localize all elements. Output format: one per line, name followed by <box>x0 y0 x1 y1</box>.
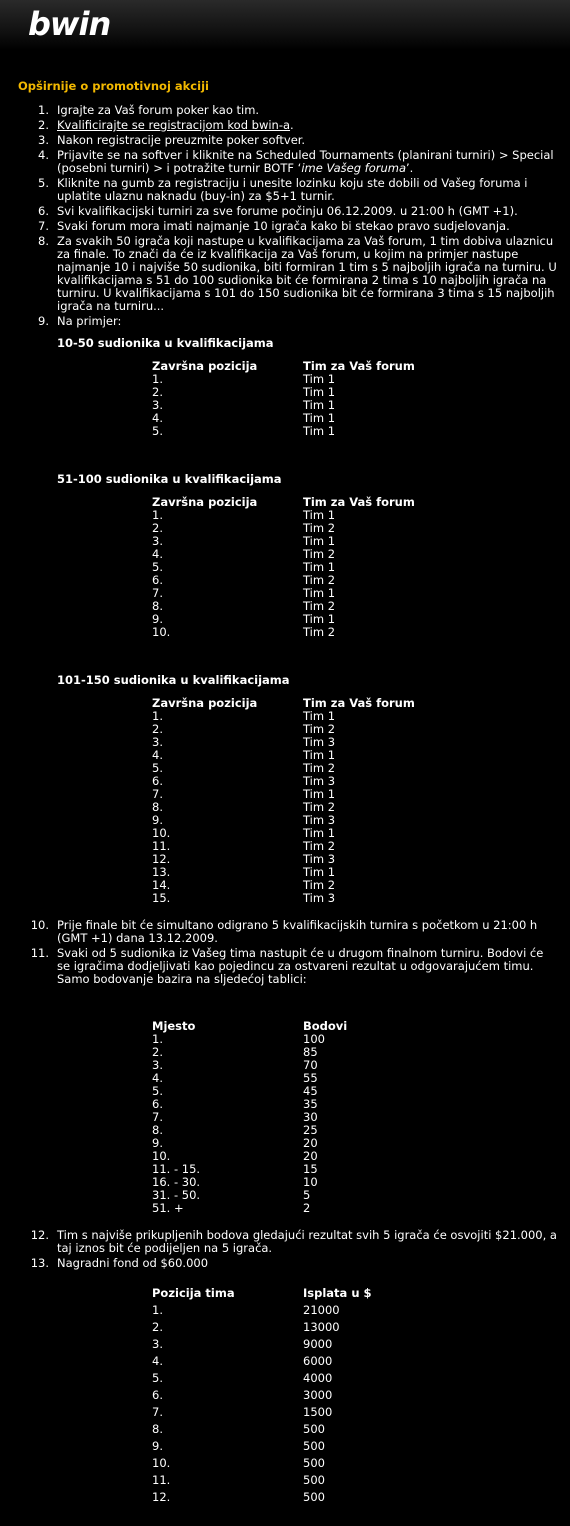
item-text: Za svakih 50 igrača koji nastupe u kvalifikacijama za Vaš forum, 1 tim dobiva ulaznicu za finale. To znači da će iz kvalifikacija za Vaš forum, u kojim na primjer nastupe najmanje 10 i najviše 50 sudionika, biti formiran 1 tim s 5 najboljih igrača na turniru. U kvalifikacijama s 51 do 100 sudionika bit će formirana 2 tima s 10 najboljih igrača na turniru. U kvalifikacijama s 101 do 150 sudionika bit će formirana 3 tima s 15 najboljih igrača na turniru... <box>57 234 557 313</box>
table-row <box>152 853 415 866</box>
row-position-cell: 4. <box>152 1071 163 1085</box>
row-value-cell: 55 <box>303 1071 318 1085</box>
row-position-cell: 4. <box>152 1354 163 1368</box>
row-position-cell: 5. <box>152 1371 163 1385</box>
row-position-cell: 2. <box>152 1320 163 1334</box>
column-header: Završna pozicija <box>152 495 258 509</box>
row-value-cell: 20 <box>303 1149 318 1163</box>
table-row <box>152 1302 372 1319</box>
table-row <box>152 1098 347 1111</box>
table-row <box>152 626 415 639</box>
row-value-cell: Tim 1 <box>303 826 336 840</box>
row-value-cell: 20 <box>303 1136 318 1150</box>
row-position-cell: 11. <box>152 839 171 853</box>
list-item <box>38 148 560 175</box>
item-text: Tim s najviše prikupljenih bodova gledajući rezultat svih 5 igrača će osvojiti $21.000, a taj iznos bit će podijeljen na 5 igrača. <box>57 1228 557 1255</box>
list-item <box>30 1256 560 1506</box>
row-position-cell: 12. <box>152 852 171 866</box>
table-row <box>152 412 415 425</box>
row-position-cell: 11. - 15. <box>152 1162 201 1176</box>
row-value-cell: Tim 2 <box>303 800 336 814</box>
register-link[interactable]: Kvalificirajte se registracijom kod bwin-a <box>57 118 291 132</box>
row-position-cell: 9. <box>152 1439 163 1453</box>
table-row <box>152 892 415 905</box>
row-value-cell: 35 <box>303 1097 318 1111</box>
table-row <box>152 814 415 827</box>
item-text: Na primjer: <box>57 314 122 328</box>
row-value-cell: 500 <box>303 1456 325 1470</box>
row-value-cell: Tim 3 <box>303 735 336 749</box>
prize-table <box>152 1285 372 1506</box>
header-bar <box>0 0 570 50</box>
row-position-cell: 8. <box>152 1422 163 1436</box>
row-value-cell: 500 <box>303 1422 325 1436</box>
bwin-logo[interactable]: bwin <box>28 5 111 43</box>
table-row <box>152 762 415 775</box>
table-row <box>152 386 415 399</box>
item-text: Svaki od 5 sudionika iz Vašeg tima nastupit će u drugom finalnom turniru. Bodovi će se igračima dodjeljivati kao pojedincu za ostvareni rezultat u odgovarajućem timu. Samo bodovanje bazira na sljedećoj tablici: <box>57 946 544 986</box>
row-position-cell: 3. <box>152 534 163 548</box>
row-value-cell: Tim 1 <box>303 424 336 438</box>
item-text: Nakon registracije preuzmite poker softver. <box>57 133 306 147</box>
table-header-row <box>152 496 415 509</box>
row-value-cell: Tim 3 <box>303 774 336 788</box>
table-row <box>152 710 415 723</box>
table-row <box>152 1438 372 1455</box>
column-header: Tim za Vaš forum <box>303 696 415 710</box>
row-value-cell: 25 <box>303 1123 318 1137</box>
item-number: 4. <box>38 148 49 162</box>
column-header: Tim za Vaš forum <box>303 359 415 373</box>
table-row <box>152 879 415 892</box>
row-position-cell: 15. <box>152 891 171 905</box>
row-value-cell: Tim 2 <box>303 547 336 561</box>
row-position-cell: 3. <box>152 735 163 749</box>
item-text: Svi kvalifikacijski turniri za sve forume počinju 06.12.2009. u 21:00 h (GMT +1). <box>57 204 518 218</box>
row-position-cell: 6. <box>152 774 163 788</box>
row-position-cell: 10. <box>152 625 171 639</box>
table-row <box>152 1202 347 1215</box>
table-row <box>152 775 415 788</box>
row-value-cell: Tim 1 <box>303 748 336 762</box>
table-row <box>152 1404 372 1421</box>
row-value-cell: 85 <box>303 1045 318 1059</box>
item-text: . <box>290 118 294 132</box>
table-row <box>152 1319 372 1336</box>
row-value-cell: Tim 2 <box>303 722 336 736</box>
table-header-row <box>152 1285 372 1302</box>
row-value-cell: Tim 2 <box>303 878 336 892</box>
row-position-cell: 9. <box>152 813 163 827</box>
table-row <box>152 1370 372 1387</box>
row-position-cell: 10. <box>152 826 171 840</box>
promo-steps-list <box>0 104 560 1508</box>
row-value-cell: Tim 1 <box>303 508 336 522</box>
row-value-cell: Tim 1 <box>303 398 336 412</box>
item-emphasis: ime Vašeg foruma <box>301 161 407 175</box>
row-value-cell: Tim 1 <box>303 787 336 801</box>
table-row <box>152 399 415 412</box>
row-value-cell: 1500 <box>303 1405 333 1419</box>
table-row <box>152 548 415 561</box>
table-row <box>152 749 415 762</box>
table-body <box>152 1033 347 1215</box>
list-item <box>30 1228 560 1255</box>
table-row <box>152 736 415 749</box>
row-value-cell: 70 <box>303 1058 318 1072</box>
item-text: Svaki forum mora imati najmanje 10 igrača kako bi stekao pravo sudjelovanja. <box>57 219 510 233</box>
row-value-cell: Tim 1 <box>303 411 336 425</box>
row-position-cell: 8. <box>152 1123 163 1137</box>
row-position-cell: 10. <box>152 1149 171 1163</box>
example-table-1 <box>152 360 415 438</box>
row-value-cell: Tim 1 <box>303 612 336 626</box>
table-row <box>152 788 415 801</box>
row-value-cell: 10 <box>303 1175 318 1189</box>
row-position-cell: 6. <box>152 1388 163 1402</box>
row-position-cell: 5. <box>152 1084 163 1098</box>
table-row <box>152 1033 347 1046</box>
row-value-cell: 13000 <box>303 1320 340 1334</box>
row-value-cell: Tim 1 <box>303 385 336 399</box>
item-number: 10. <box>30 918 49 932</box>
table-row <box>152 1421 372 1438</box>
table-row <box>152 587 415 600</box>
row-position-cell: 1. <box>152 1303 163 1317</box>
item-text: Nagradni fond od $60.000 <box>57 1256 209 1270</box>
table-header-row <box>152 360 415 373</box>
table-row <box>152 1489 372 1506</box>
item-number: 13. <box>30 1256 49 1270</box>
example-table-2 <box>152 496 415 639</box>
row-value-cell: 100 <box>303 1032 325 1046</box>
row-position-cell: 51. + <box>152 1201 184 1215</box>
example-heading: 10-50 sudionika u kvalifikacijama <box>57 336 274 350</box>
item-number: 5. <box>38 176 49 190</box>
row-value-cell: Tim 1 <box>303 865 336 879</box>
row-position-cell: 11. <box>152 1473 171 1487</box>
row-position-cell: 7. <box>152 586 163 600</box>
row-position-cell: 1. <box>152 372 163 386</box>
row-position-cell: 6. <box>152 1097 163 1111</box>
table-row <box>152 574 415 587</box>
item-text: ’. <box>406 161 414 175</box>
row-position-cell: 7. <box>152 787 163 801</box>
row-position-cell: 7. <box>152 1405 163 1419</box>
example-heading: 101-150 sudionika u kvalifikacijama <box>57 673 290 687</box>
table-row <box>152 1124 347 1137</box>
item-number: 7. <box>38 219 49 233</box>
table-row <box>152 535 415 548</box>
row-position-cell: 13. <box>152 865 171 879</box>
row-position-cell: 1. <box>152 1032 163 1046</box>
row-value-cell: 4000 <box>303 1371 333 1385</box>
row-value-cell: 500 <box>303 1439 325 1453</box>
row-position-cell: 5. <box>152 560 163 574</box>
table-row <box>152 866 415 879</box>
table-row <box>152 1046 347 1059</box>
row-value-cell: 30 <box>303 1110 318 1124</box>
column-header: Mjesto <box>152 1019 196 1033</box>
list-item <box>38 314 560 917</box>
table-row <box>152 1455 372 1472</box>
row-position-cell: 2. <box>152 722 163 736</box>
column-header: Završna pozicija <box>152 359 258 373</box>
example-table-3 <box>152 697 415 905</box>
row-value-cell: Tim 2 <box>303 599 336 613</box>
row-position-cell: 5. <box>152 761 163 775</box>
row-value-cell: Tim 1 <box>303 586 336 600</box>
item-number: 12. <box>30 1228 49 1242</box>
list-item <box>38 176 560 203</box>
row-position-cell: 3. <box>152 398 163 412</box>
table-row <box>152 1336 372 1353</box>
table-body <box>152 1302 372 1506</box>
row-value-cell: Tim 1 <box>303 372 336 386</box>
row-value-cell: 5 <box>303 1188 311 1202</box>
points-table <box>152 1020 347 1215</box>
item-number: 2. <box>38 118 49 132</box>
row-position-cell: 6. <box>152 573 163 587</box>
row-position-cell: 31. - 50. <box>152 1188 201 1202</box>
row-value-cell: Tim 1 <box>303 560 336 574</box>
item-text: Prijavite se na softver i kliknite na Scheduled Tournaments (planirani turniri) > Special (posebni turniri) > i potražite turnir BOTF ‘ <box>57 148 554 175</box>
list-item <box>38 234 560 313</box>
column-header: Bodovi <box>303 1019 348 1033</box>
row-position-cell: 14. <box>152 878 171 892</box>
item-number: 6. <box>38 204 49 218</box>
column-header: Isplata u $ <box>303 1286 372 1300</box>
row-value-cell: Tim 2 <box>303 573 336 587</box>
row-position-cell: 12. <box>152 1490 171 1504</box>
list-item <box>38 204 560 218</box>
item-number: 9. <box>38 314 49 328</box>
item-number: 1. <box>38 103 49 117</box>
row-value-cell: Tim 1 <box>303 534 336 548</box>
item-text: Kliknite na gumb za registraciju i unesite lozinku koju ste dobili od Vašeg foruma i uplatite ulaznu naknadu (buy-in) za $5+1 turnir. <box>57 176 528 203</box>
table-row <box>152 1072 347 1085</box>
row-position-cell: 4. <box>152 411 163 425</box>
row-value-cell: 2 <box>303 1201 311 1215</box>
table-body <box>152 710 415 905</box>
row-position-cell: 7. <box>152 1110 163 1124</box>
table-row <box>152 373 415 386</box>
row-value-cell: Tim 1 <box>303 709 336 723</box>
table-row <box>152 1111 347 1124</box>
row-position-cell: 8. <box>152 800 163 814</box>
row-position-cell: 16. - 30. <box>152 1175 201 1189</box>
row-position-cell: 1. <box>152 508 163 522</box>
list-item <box>30 918 560 945</box>
table-row <box>152 1353 372 1370</box>
row-position-cell: 3. <box>152 1058 163 1072</box>
row-position-cell: 2. <box>152 385 163 399</box>
row-position-cell: 4. <box>152 547 163 561</box>
table-body <box>152 509 415 639</box>
row-value-cell: 15 <box>303 1162 318 1176</box>
list-item <box>30 946 560 1227</box>
item-number: 8. <box>38 234 49 248</box>
row-value-cell: Tim 2 <box>303 521 336 535</box>
item-number: 11. <box>30 946 49 960</box>
table-row <box>152 509 415 522</box>
table-row <box>152 522 415 535</box>
table-body <box>152 373 415 438</box>
table-row <box>152 600 415 613</box>
list-item <box>38 133 560 147</box>
row-position-cell: 8. <box>152 599 163 613</box>
row-position-cell: 2. <box>152 521 163 535</box>
table-row <box>152 1085 347 1098</box>
row-value-cell: 45 <box>303 1084 318 1098</box>
example-heading: 51-100 sudionika u kvalifikacijama <box>57 472 282 486</box>
table-row <box>152 1137 347 1150</box>
row-position-cell: 10. <box>152 1456 171 1470</box>
table-row <box>152 613 415 626</box>
table-row <box>152 1059 347 1072</box>
column-header: Tim za Vaš forum <box>303 495 415 509</box>
row-value-cell: 9000 <box>303 1337 333 1351</box>
row-value-cell: 500 <box>303 1490 325 1504</box>
table-row <box>152 1387 372 1404</box>
page-title: Opširnije o promotivnoj akciji <box>18 79 209 93</box>
row-value-cell: 21000 <box>303 1303 340 1317</box>
row-value-cell: 3000 <box>303 1388 333 1402</box>
list-item <box>38 219 560 233</box>
table-header-row <box>152 697 415 710</box>
row-value-cell: Tim 3 <box>303 813 336 827</box>
row-value-cell: 6000 <box>303 1354 333 1368</box>
table-row <box>152 425 415 438</box>
row-position-cell: 2. <box>152 1045 163 1059</box>
row-value-cell: Tim 2 <box>303 761 336 775</box>
item-number: 3. <box>38 133 49 147</box>
table-row <box>152 1472 372 1489</box>
row-position-cell: 3. <box>152 1337 163 1351</box>
item-text: Igrajte za Vaš forum poker kao tim. <box>57 103 260 117</box>
column-header: Završna pozicija <box>152 696 258 710</box>
list-item <box>38 103 560 117</box>
table-row <box>152 840 415 853</box>
item-text: Prije finale bit će simultano odigrano 5 kvalifikacijskih turnira s početkom u 21:00 h (GMT +1) dana 13.12.2009. <box>57 918 538 945</box>
row-position-cell: 9. <box>152 1136 163 1150</box>
row-value-cell: Tim 2 <box>303 839 336 853</box>
row-position-cell: 4. <box>152 748 163 762</box>
row-value-cell: Tim 2 <box>303 625 336 639</box>
table-row <box>152 801 415 814</box>
row-position-cell: 5. <box>152 424 163 438</box>
column-header: Pozicija tima <box>152 1286 235 1300</box>
row-value-cell: 500 <box>303 1473 325 1487</box>
table-row <box>152 723 415 736</box>
row-position-cell: 9. <box>152 612 163 626</box>
row-value-cell: Tim 3 <box>303 852 336 866</box>
row-position-cell: 1. <box>152 709 163 723</box>
list-item <box>38 118 560 132</box>
row-value-cell: Tim 3 <box>303 891 336 905</box>
table-row <box>152 561 415 574</box>
table-row <box>152 827 415 840</box>
